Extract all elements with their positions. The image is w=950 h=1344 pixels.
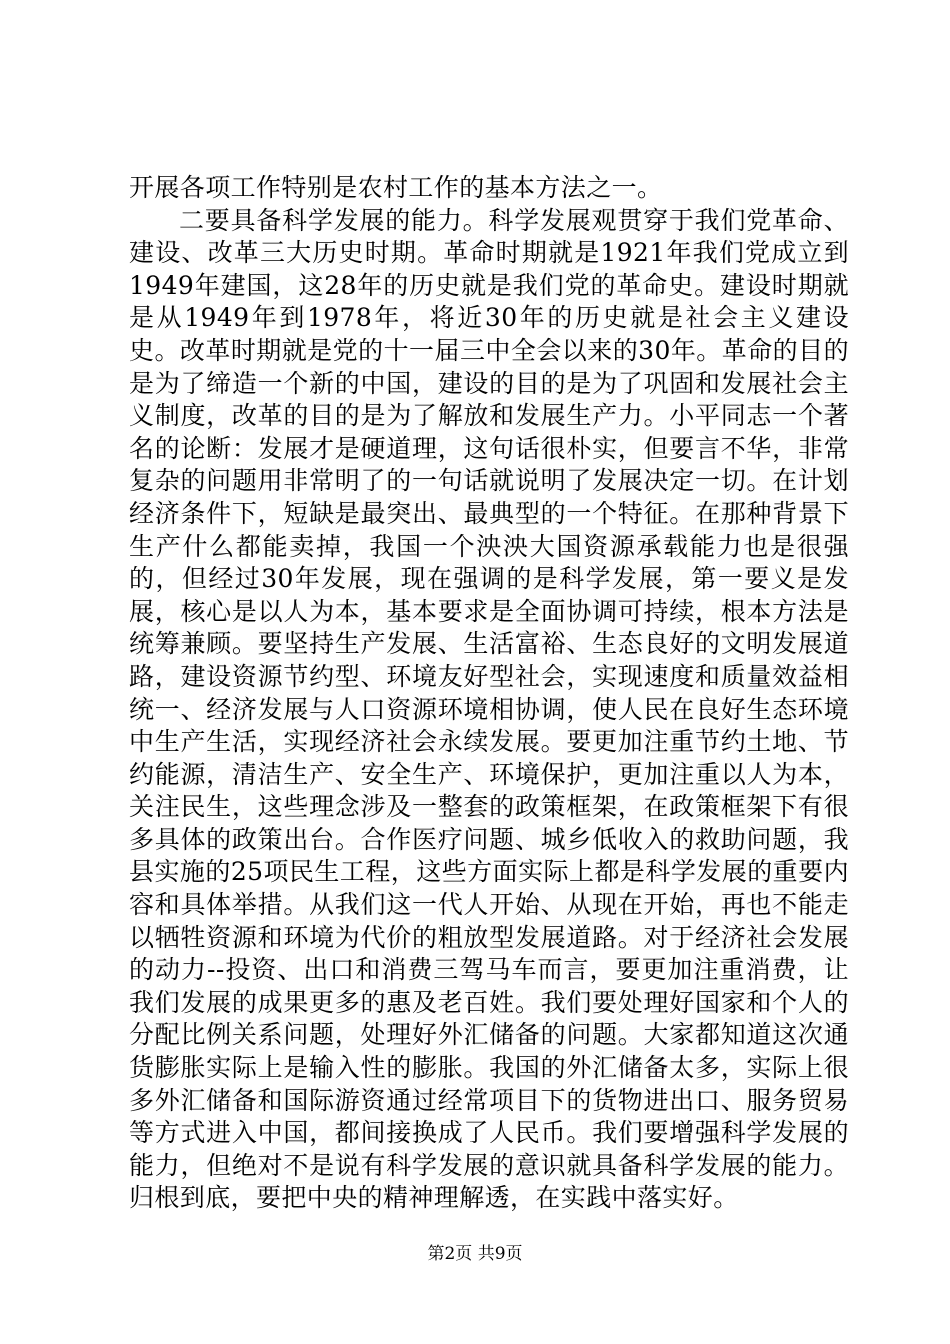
paragraph-continuation: 开展各项工作特别是农村工作的基本方法之一。 (129, 173, 663, 202)
page-number-label: 第2页 共9页 (427, 1244, 523, 1264)
page-footer (0, 1243, 950, 1265)
document-body (129, 172, 849, 1215)
paragraph-scientific-development: 二要具备科学发展的能力。科学发展观贯穿于我们党革命、建设、改革三大历史时期。革命时期就是1921年我们党成立到1949年建国，这28年的历史就是我们党的革命史。建设时期就是从1949年到1978年，将近30年的历史就是社会主义建设史。改革时期就是党的十一届三中全会以来的30年。革命的目的是为了缔造一个新的中国，建设的目的是为了巩固和发展社会主义制度，改革的目的是为了解放和发展生产力。小平同志一个著名的论断：发展才是硬道理，这句话很朴实，但要言不华，非常复杂的问题用非常明了的一句话就说明了发展决定一切。在计划经济条件下，短缺是最突出、最典型的一个特征。在那种背景下生产什么都能卖掉，我国一个泱泱大国资源承载能力也是很强的，但经过30年发展，现在强调的是科学发展，第一要义是发展，核心是以人为本，基本要求是全面协调可持续，根本方法是统筹兼顾。要坚持生产发展、生活富裕、生态良好的文明发展道路，建设资源节约型、环境友好型社会，实现速度和质量效益相统一、经济发展与人口资源环境相协调，使人民在良好生态环境中生产生活，实现经济社会永续发展。要更加注重节约土地、节约能源，清洁生产、安全生产、环境保护，更加注重以人为本，关注民生，这些理念涉及一整套的政策框架，在政策框架下有很多具体的政策出台。合作医疗问题、城乡低收入的救助问题，我县实施的25项民生工程，这些方面实际上都是科学发展的重要内容和具体举措。从我们这一代人开始、从现在开始，再也不能走以牺牲资源和环境为代价的粗放型发展道路。对于经济社会发展的动力--投资、出口和消费三驾马车而言，要更加注重消费，让我们发展的成果更多的惠及老百姓。我们要处理好国家和个人的分配比例关系问题，处理好外汇储备的问题。大家都知道这次通货膨胀实际上是输入性的膨胀。我国的外汇储备太多，实际上很多外汇储备和国际游资通过经常项目下的货物进出口、服务贸易等方式进入中国，都间接换成了人民币。我们要增强科学发展的能力，但绝对不是说有科学发展的意识就具备科学发展的能力。归根到底，要把中央的精神理解透，在实践中落实好。 (129, 205, 849, 1213)
